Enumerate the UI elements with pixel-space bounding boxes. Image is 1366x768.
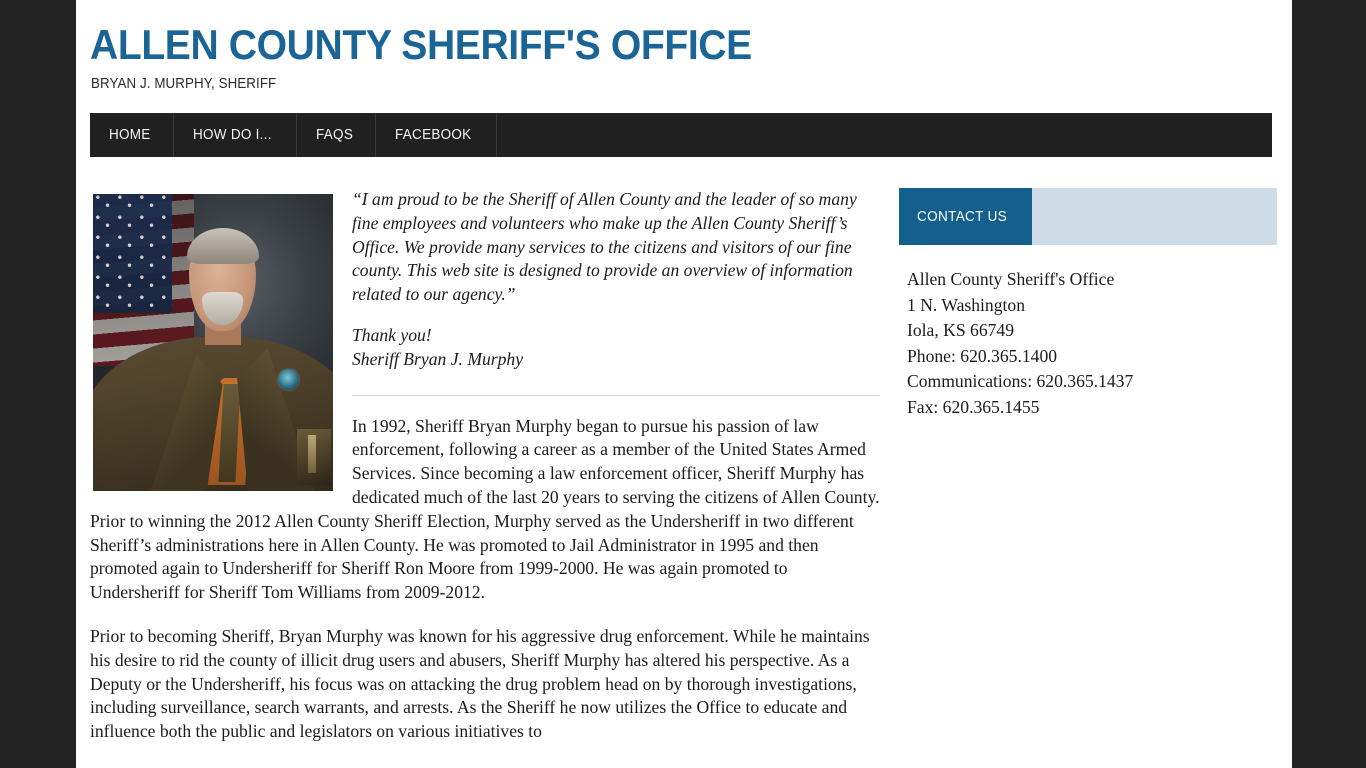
portrait-pocket-badge [297, 429, 331, 485]
sidebar [899, 188, 1277, 764]
us-flag-canton [93, 194, 172, 313]
contact-street: 1 N. Washington [907, 294, 1025, 315]
sheriff-portrait-image [93, 194, 333, 491]
biography-paragraph-2: Prior to becoming Sheriff, Bryan Murphy was known for his aggressive drug enforcement. While he maintains his desire to rid the county of illicit drug users and abusers, Sheriff Murphy has altered his perspective. As a Deputy or the Undersheriff, his focus was on attacking the drug problem head on by thorough investigations, including surveillance, search warrants, and arrests. As the Sheriff he now utilizes the Office to educate and influence both the public and legislators on various initiatives to [90, 625, 870, 742]
nav-item-label: FAQS [316, 127, 354, 143]
contact-us-tab[interactable] [899, 188, 1032, 245]
contact-org: Allen County Sheriff's Office [907, 269, 1115, 289]
contact-widget-header [899, 188, 1277, 245]
contact-us-tab-label: CONTACT US [917, 208, 1008, 225]
page-title: ALLEN COUNTY SHERIFF'S OFFICE [90, 21, 752, 68]
contact-city-state-zip: Iola, KS 66749 [907, 320, 1015, 341]
content-wrapper [76, 188, 1292, 764]
nav-item-facebook[interactable] [376, 113, 497, 157]
contact-details [899, 245, 1277, 421]
contact-phone: Phone: 620.365.1400 [907, 345, 1058, 366]
nav-item-label: HOME [109, 127, 151, 143]
contact-communications: Communications: 620.365.1437 [907, 371, 1134, 392]
main-content [90, 188, 880, 764]
site-header [76, 0, 1292, 93]
quote-text: “I am proud to be the Sheriff of Allen County and the leader of so many fine employees and volunteers who make up the Allen County Sheriff’s Office. We provide many services to the citizens and visitors of our fine county. This web site is designed to provide an overview of information related to our agency.” [352, 189, 857, 305]
quote-thanks: Thank you! [352, 324, 432, 345]
content-divider [352, 395, 880, 396]
page-container [76, 0, 1292, 768]
nav-item-label: HOW DO I... [192, 127, 272, 143]
nav-item-faqs[interactable] [297, 113, 376, 157]
biography-paragraph-1: In 1992, Sheriff Bryan Murphy began to pursue his passion of law enforcement, following a career as a member of the United States Armed Services. Since becoming a law enforcement officer, Sheriff Murphy has dedicated much of the last 20 years to serving the citizens of Allen County. Prior to winning the 2012 Allen County Sheriff Election, Murphy served as the Undersheriff in two different Sheriff’s administrations here in Allen County. He was promoted to Jail Administrator in 1995 and then promoted again to Undersheriff for Sheriff Ron Moore from 1999-2000. He was again promoted to Undersheriff for Sheriff Tom Williams from 2009-2012. [90, 415, 880, 603]
quote-signature: Sheriff Bryan J. Murphy [352, 348, 524, 369]
nav-item-home[interactable] [90, 113, 174, 157]
nav-item-label: FACEBOOK [395, 127, 472, 143]
nav-item-how-do-i[interactable] [174, 113, 298, 157]
contact-fax: Fax: 620.365.1455 [907, 396, 1040, 417]
site-tagline: BRYAN J. MURPHY, SHERIFF [91, 76, 277, 92]
main-navigation [90, 113, 1272, 157]
